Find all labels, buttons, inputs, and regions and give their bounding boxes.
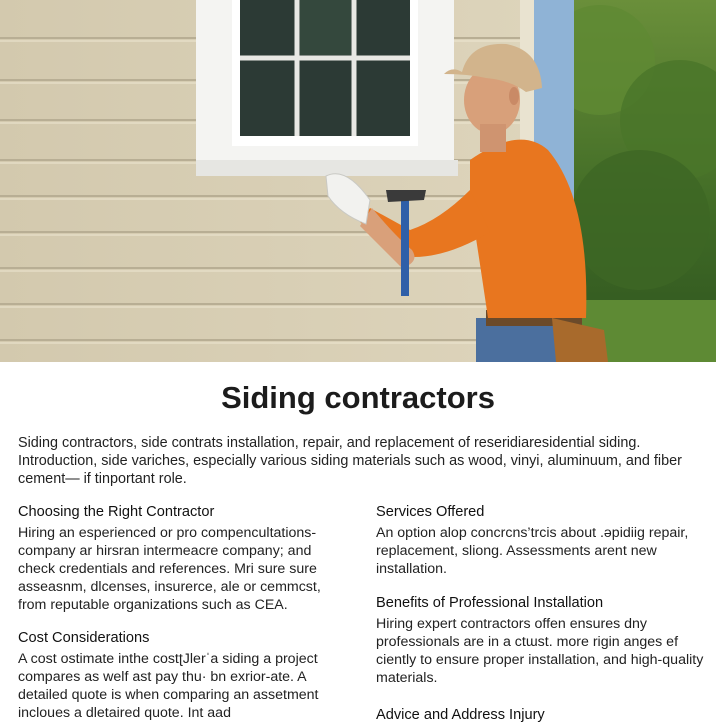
section-heading: Benefits of Professional Installation: [376, 595, 604, 611]
section-cost-considerations: [18, 630, 352, 722]
section-choosing-contractor: [18, 504, 352, 614]
section-body: An option alop concrcns’trcis about .ǝpidiiɡ repair, replacement, sliong. Assessments arent new installation.: [376, 525, 689, 577]
hero-photo: [0, 0, 716, 362]
section-heading: Services Offered: [376, 504, 485, 520]
section-benefits-installation: [376, 595, 706, 687]
left-column: [18, 504, 352, 721]
section-heading: Cost Considerations: [18, 630, 150, 646]
page-title: Siding contractors: [221, 380, 495, 415]
section-heading: Choosing the Right Contractor: [18, 504, 215, 520]
intro-paragraph: Siding contractors, side contrats installation, repair, and replacement of reseridiaresidential siding. Introduction, side variches, especially various siding materials such as wood, vinyi, aluminuum, and fiber cement— if tinportant role.: [18, 435, 682, 487]
section-body: Hiring expert contractors offen ensures dny professionals are in a ctɯst. more rigin anges ef ciently to ensure proper installation, and high-quality materials.: [376, 616, 704, 686]
article: [0, 362, 716, 728]
right-column: [376, 504, 706, 723]
section-services-offered: [376, 504, 706, 578]
section-body: A cost ostimate inthe costʈJlerˈa siding a project compares as welf ast pay thu· bn exrior-ate. A detailed quote is when comparing an assetment incloues a dletaired quote. Int aad: [18, 651, 319, 721]
section-heading: Advice and Address Injury: [376, 707, 545, 723]
section-body: Hiring an esperienced or pro compencultations-company ar hirsran intermeacre company; and check credentials and references. Mri sure sure asseasnm, dlcenses, insurerce, ale or cemmcst, from reputable organizations such as CEA.: [18, 525, 321, 613]
section-advice-address-injury: [376, 707, 706, 723]
window: [196, 0, 458, 176]
siding-installation-illustration: [0, 0, 716, 362]
